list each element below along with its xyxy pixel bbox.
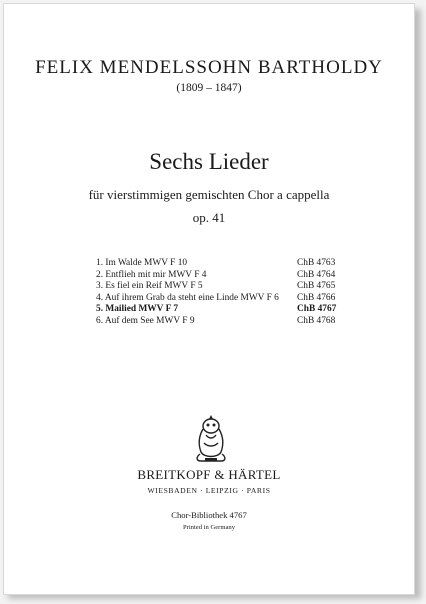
song-catalog-number: ChB 4763: [297, 258, 336, 268]
song-item: [96, 316, 368, 328]
work-subtitle: für vierstimmigen gemischten Chor a cappella: [88, 187, 330, 202]
song-catalog-number: ChB 4764: [297, 269, 336, 280]
song-title: 6. Auf dem See MWV F 9: [96, 315, 195, 326]
edition-number: Chor-Bibliothek 4767: [171, 510, 247, 520]
song-title: 1. Im Walde MWV F 10: [96, 258, 188, 268]
publisher-name: BREITKOPF & HÄRTEL: [137, 467, 281, 482]
song-list: [96, 258, 368, 328]
song-title: 5. Mailied MWV F 7: [96, 304, 179, 315]
song-title: 3. Es fiel ein Reif MWV F 5: [96, 281, 203, 292]
song-catalog-number: ChB 4765: [297, 281, 336, 292]
work-title: Sechs Lieder: [149, 149, 269, 174]
composer-name: FELIX MENDELSSOHN BARTHOLDY: [35, 57, 383, 78]
score-cover-page: [3, 3, 415, 595]
song-item: [96, 270, 368, 282]
breitkopf-emblem-icon: [189, 414, 233, 464]
song-title: 2. Entflieh mit mir MWV F 4: [96, 269, 207, 280]
song-catalog-number: ChB 4768: [297, 315, 336, 326]
printed-in-note: Printed in Germany: [182, 524, 235, 531]
song-catalog-number: ChB 4766: [297, 292, 336, 303]
publisher-cities: WIESBADEN · LEIPZIG · PARIS: [147, 486, 271, 495]
song-item: [96, 281, 368, 293]
song-item: [96, 258, 368, 270]
opus-number: op. 41: [192, 210, 226, 225]
song-catalog-number: ChB 4767: [297, 304, 337, 315]
song-item-highlighted: [96, 304, 368, 316]
song-title: 4. Auf ihrem Grab da steht eine Linde MWV F 6: [96, 292, 279, 303]
song-item: [96, 293, 368, 305]
composer-dates: (1809 – 1847): [176, 82, 242, 94]
